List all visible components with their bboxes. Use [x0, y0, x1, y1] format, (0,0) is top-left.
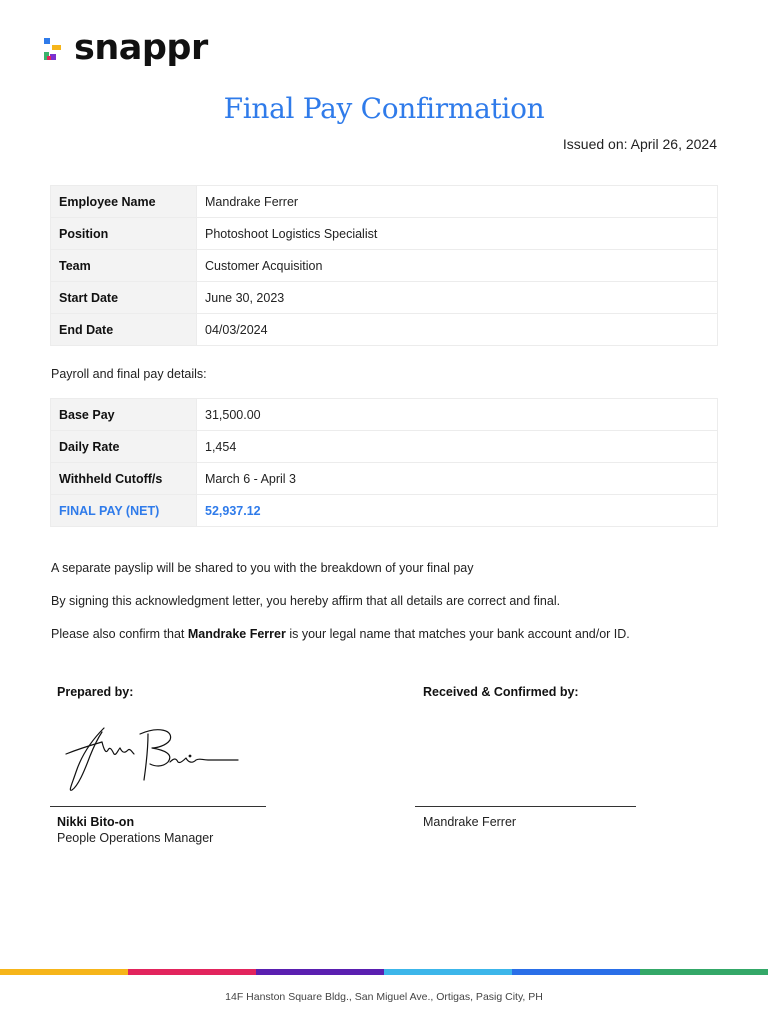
footer-color-segment — [256, 969, 384, 975]
table-row — [51, 282, 718, 314]
company-logo — [44, 28, 208, 68]
table-row — [51, 218, 718, 250]
footer-color-segment — [128, 969, 256, 975]
received-by-label: Received & Confirmed by: — [423, 685, 579, 699]
footer-color-segment — [512, 969, 640, 975]
table-row — [51, 250, 718, 282]
row-label: Position — [51, 218, 197, 250]
final-pay-value: 52,937.12 — [197, 495, 718, 527]
row-value: June 30, 2023 — [197, 282, 718, 314]
row-value: Mandrake Ferrer — [197, 186, 718, 218]
row-label: Team — [51, 250, 197, 282]
table-row — [51, 314, 718, 346]
employee-details-table — [50, 185, 718, 346]
preparer-role: People Operations Manager — [57, 831, 214, 845]
table-row — [51, 431, 718, 463]
row-label: Base Pay — [51, 399, 197, 431]
recipient-name: Mandrake Ferrer — [423, 815, 517, 829]
affirmation-note: By signing this acknowledgment letter, you hereby affirm that all details are correct and final. — [51, 594, 561, 608]
row-value: Photoshoot Logistics Specialist — [197, 218, 718, 250]
pay-details-intro: Payroll and final pay details: — [51, 367, 207, 381]
footer-color-segment — [0, 969, 128, 975]
row-label: Daily Rate — [51, 431, 197, 463]
row-value: 31,500.00 — [197, 399, 718, 431]
payslip-note: A separate payslip will be shared to you with the breakdown of your final pay — [51, 561, 474, 575]
row-label: Employee Name — [51, 186, 197, 218]
received-signature-line — [415, 806, 636, 807]
pay-details-table — [50, 398, 718, 527]
employee-name-bold: Mandrake Ferrer — [187, 627, 286, 641]
row-label: End Date — [51, 314, 197, 346]
final-pay-row — [51, 495, 718, 527]
footer-color-bar — [0, 969, 768, 975]
issued-date: Issued on: April 26, 2024 — [562, 136, 717, 152]
row-value: March 6 - April 3 — [197, 463, 718, 495]
row-value: Customer Acquisition — [197, 250, 718, 282]
table-row — [51, 186, 718, 218]
prepared-signature-line — [50, 806, 266, 807]
prepared-by-label: Prepared by: — [57, 685, 134, 699]
logo-wordmark: snappr — [74, 28, 208, 68]
row-value: 04/03/2024 — [197, 314, 718, 346]
row-value: 1,454 — [197, 431, 718, 463]
document-title: Final Pay Confirmation — [223, 92, 545, 125]
handwritten-signature — [62, 720, 242, 796]
final-pay-label: FINAL PAY (NET) — [51, 495, 197, 527]
footer-color-segment — [640, 969, 768, 975]
table-row — [51, 463, 718, 495]
table-row — [51, 399, 718, 431]
name-confirmation-note: Please also confirm that Mandrake Ferrer is your legal name that matches your bank account and/or ID. — [51, 627, 630, 641]
footer-address: 14F Hanston Square Bldg., San Miguel Ave., Ortigas, Pasig City, PH — [225, 991, 543, 1003]
row-label: Start Date — [51, 282, 197, 314]
preparer-name: Nikki Bito-on — [57, 815, 135, 829]
logo-mark-icon — [44, 34, 66, 62]
footer-color-segment — [384, 969, 512, 975]
row-label: Withheld Cutoff/s — [51, 463, 197, 495]
